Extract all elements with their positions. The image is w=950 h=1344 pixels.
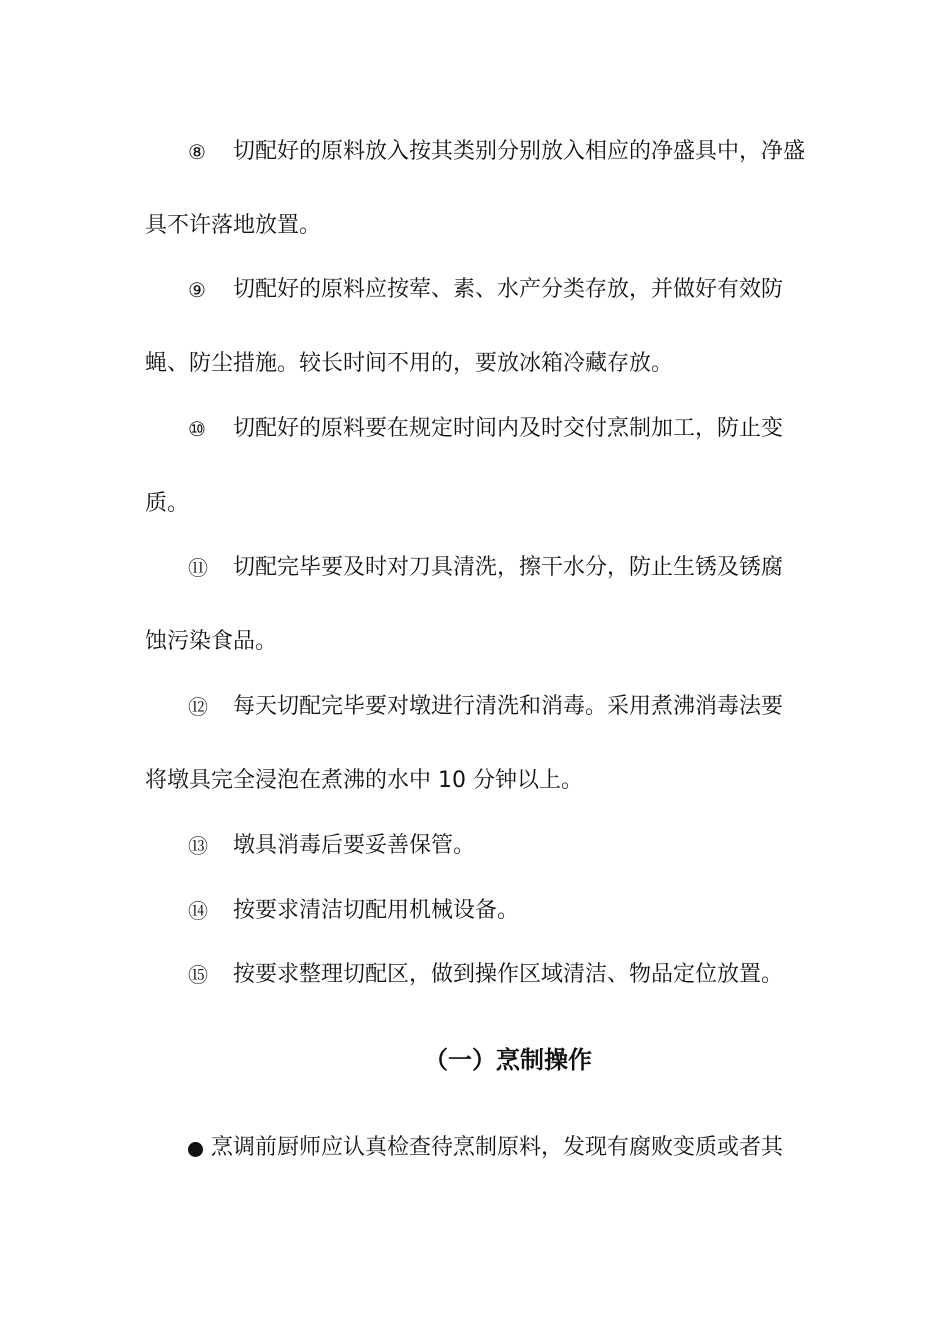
item-text: 墩具消毒后要妥善保管。 xyxy=(233,833,476,858)
item-text: 切配好的原料放入按其类别分别放入相应的净盛具中，净盛 xyxy=(233,139,806,164)
item-text: 蝇、防尘措施。较长时间不用的，要放冰箱冷藏存放。 xyxy=(145,351,674,376)
item-text: 质。 xyxy=(145,491,190,516)
item-text: 将墩具完全浸泡在煮沸的水中 10 分钟以上。 xyxy=(145,768,583,793)
item-text: 切配好的原料应按荤、素、水产分类存放，并做好有效防 xyxy=(233,277,784,302)
item-text: 每天切配完毕要对墩进行清洗和消毒。采用煮沸消毒法要 xyxy=(233,694,784,719)
bullet-text: 烹调前厨师应认真检查待烹制原料，发现有腐败变质或者其 xyxy=(211,1135,784,1160)
section-heading: （一）烹制操作 xyxy=(424,1046,592,1074)
item-number: ⑭ xyxy=(188,899,208,923)
item-number: ⑨ xyxy=(188,278,206,302)
item-text: 具不许落地放置。 xyxy=(145,213,322,238)
item-text: 按要求整理切配区，做到操作区域清洁、物品定位放置。 xyxy=(233,962,784,987)
item-number: ⑪ xyxy=(188,556,208,580)
item-text: 切配好的原料要在规定时间内及时交付烹制加工，防止变 xyxy=(233,416,784,441)
item-number: ⑮ xyxy=(188,963,208,987)
bullet-icon xyxy=(188,1142,203,1157)
item-text: 切配完毕要及时对刀具清洗，擦干水分，防止生锈及锈腐 xyxy=(233,555,784,580)
item-number: ⑬ xyxy=(188,834,208,858)
item-number: ⑫ xyxy=(188,695,208,719)
item-text: 按要求清洁切配用机械设备。 xyxy=(233,898,520,923)
item-number: ⑧ xyxy=(188,140,206,164)
item-text: 蚀污染食品。 xyxy=(145,629,278,654)
item-number: ⑩ xyxy=(188,417,206,441)
